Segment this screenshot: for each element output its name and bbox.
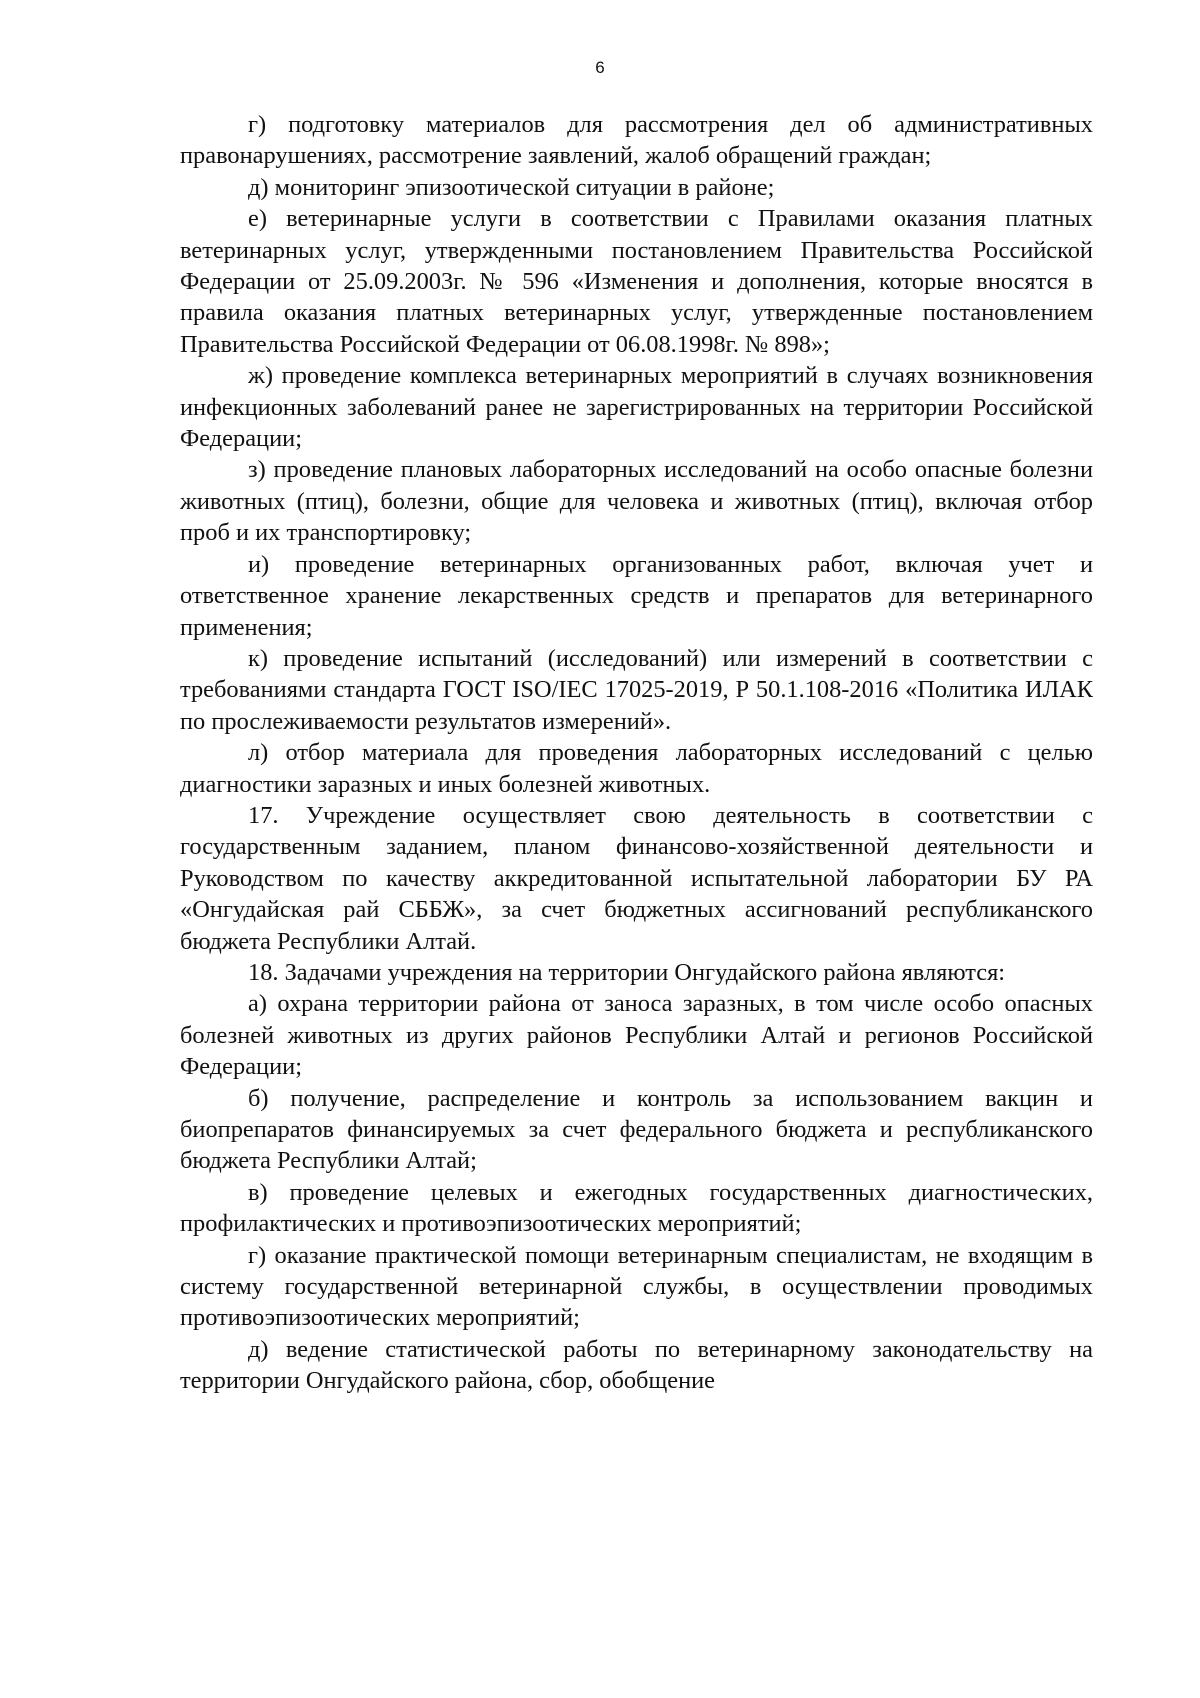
paragraph-17: 17. Учреждение осуществляет свою деятельность в соответствии с государственным заданием, планом финансово-хозяйственной деятельности и Руководством по качеству аккредитованной испытательной лаборатории БУ РА «Онгудайская рай СББЖ», за счет бюджетных ассигнований республиканского бюджета Республики Алтай. [180,801,1093,955]
paragraph-item-d-1: д) мониторинг эпизоотической ситуации в районе; [248,173,775,201]
document-body [180,109,1093,1397]
paragraph-item-k: к) проведение испытаний (исследований) или измерений в соответствии с требованиями стандарта ГОСТ ISO/IEC 17025-2019, Р 50.1.108-2016 «Политика ИЛАК по прослеживаемости результатов измерений». [180,644,1093,735]
paragraph-item-i: и) проведение ветеринарных организованных работ, включая учет и ответственное хранение лекарственных средств и препаратов для ветеринарного применения; [180,550,1093,641]
paragraph-item-v: в) проведение целевых и ежегодных государственных диагностических, профилактических и противоэпизоотических мероприятий; [180,1178,1093,1238]
paragraph-item-l: л) отбор материала для проведения лабораторных исследований с целью диагностики заразных и иных болезней животных. [180,739,1093,798]
paragraph-item-d-2: д) ведение статистической работы по ветеринарному законодательству на территории Онгудайского района, сбор, обобщение [180,1335,1093,1395]
paragraph-item-g-2: г) оказание практической помощи ветеринарным специалистам, не входящим в систему государственной ветеринарной службы, в осуществлении проводимых противоэпизоотических мероприятий; [180,1241,1093,1332]
paragraph-item-a: а) охрана территории района от заноса заразных, в том числе особо опасных болезней животных из других районов Республики Алтай и регионов Российской Федерации; [180,990,1093,1081]
paragraph-item-g-1: г) подготовку материалов для рассмотрения дел об административных правонарушениях, рассмотрение заявлений, жалоб обращений граждан; [180,111,1093,170]
page-number: 6 [595,58,605,77]
paragraph-item-z: з) проведение плановых лабораторных исследований на особо опасные болезни животных (птиц), болезни, общие для человека и животных (птиц), включая отбор проб и их транспортировку; [180,456,1093,547]
paragraph-item-b: б) получение, распределение и контроль за использованием вакцин и биопрепаратов финансируемых за счет федерального бюджета и республиканского бюджета Республики Алтай; [180,1084,1093,1175]
paragraph-18: 18. Задачами учреждения на территории Онгудайского района являются: [248,958,1006,986]
paragraph-item-zh: ж) проведение комплекса ветеринарных мероприятий в случаях возникновения инфекционных заболеваний ранее не зарегистрированных на территории Российской Федерации; [180,362,1093,453]
paragraph-item-e: е) ветеринарные услуги в соответствии с Правилами оказания платных ветеринарных услуг, утвержденными постановлением Правительства Российской Федерации от 25.09.2003г. № 596 «Изменения и дополнения, которые вносятся в правила оказания платных ветеринарных услуг, утвержденные постановлением Правительства Российской Федерации от 06.08.1998г. № 898»; [180,205,1093,358]
